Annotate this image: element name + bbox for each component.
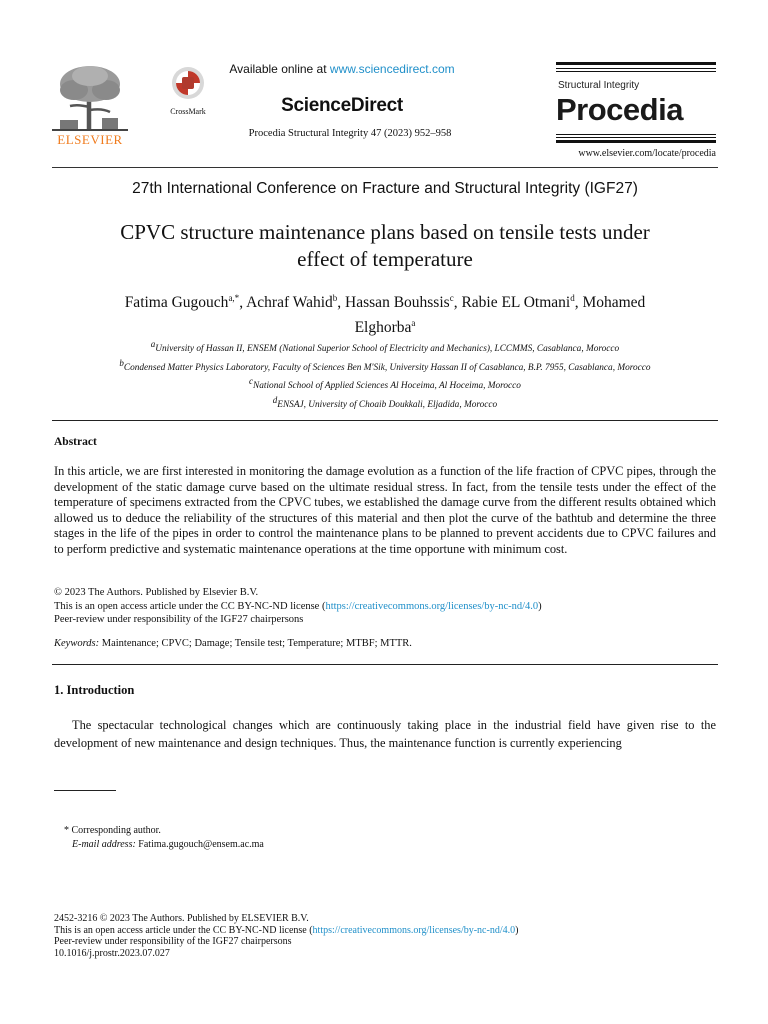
crossmark-icon [171,66,205,100]
affiliation-text: Condensed Matter Physics Laboratory, Faculty of Sciences Ben M'Sik, University Hassan II of Casablanca, B.P. 7955, Casablanca, Morocco [123,362,651,373]
affiliation-list [52,338,718,412]
author-name: Mohamed [582,294,646,312]
procedia-logo [556,62,716,144]
sciencedirect-wordmark: ScienceDirect [281,95,403,116]
keywords-text: Maintenance; CPVC; Damage; Tensile test; Temperature; MTBF; MTTR. [99,638,412,649]
sciencedirect-link[interactable]: www.sciencedirect.com [329,62,455,76]
footer-license-line [54,925,716,937]
crossmark-badge[interactable] [160,66,216,116]
email-address[interactable]: Fatima.gugouch@ensem.ac.ma [135,839,264,850]
keywords-label: Keywords: [54,638,100,649]
copyright-line: © 2023 The Authors. Published by Elsevier B.V. [54,587,259,598]
affiliation-text: University of Hassan II, ENSEM (National Superior School of Electricity and Mechanics), LCCMMS, Casablanca, Morocco [155,344,620,355]
author-affil-mark: d [570,293,575,303]
procedia-url[interactable]: www.elsevier.com/locate/procedia [578,148,716,159]
affiliation-mark: a [150,339,156,349]
author-list: Fatima Gugouch$^{a,*}$, Achraf Wahid$^b$, Hassan Bouhssis$^c$, Rabie EL Otmani$^d$, Mohamed Elghorba$^a$ [124,293,646,337]
license-prefix: This is an open access article under the CC BY-NC-ND license ( [54,600,326,612]
footnote [64,824,564,852]
doi-line[interactable]: 10.1016/j.prostr.2023.07.027 [54,947,170,959]
license-line [54,600,716,614]
email-label: E-mail address: [72,839,136,850]
footer-peer-review-line: Peer-review under responsibility of the IGF27 chairpersons [54,936,292,948]
crossmark-label: CrossMark [170,107,206,116]
affiliation-mark: b [119,357,124,368]
footer-license-link[interactable]: https://creativecommons.org/licenses/by-nc-nd/4.0 [312,924,516,936]
issn-line: 2452-3216 © 2023 The Authors. Published by ELSEVIER B.V. [54,913,309,924]
author-affil-mark: b [332,293,338,303]
affiliation-item [52,338,718,357]
affiliation-mark: c [249,376,254,387]
section-heading-introduction: 1. Introduction [54,683,135,697]
abstract-text: In this article, we are first interested in monitoring the damage evolution as a function of the life fraction of CPVC pipes, through the development of the static damage curve based on the ultimate residual stress. In fact, from the tensile tests under the effect of the temperature of specimens extracted from the CPVC tubes, we established the damage curve from the different results obtained which allowed us to deduce the reliability of the structures of this material and then plot the curve of the bathtub and determine the three stages in the life of the pipes in order to control the maintenance plans to be planned to prevent accidents due to CPVC failures and to perform predictive and systematic maintenance operations at the time opportune with minimum cost. [54,464,716,556]
affiliation-item [52,375,718,394]
procedia-subtitle: Structural Integrity [558,80,640,91]
author-affil-mark: a,* [228,293,240,303]
header-divider [52,167,718,168]
author-name: Hassan Bouhssis [345,294,450,312]
author-name: Rabie EL Otmani [461,294,571,312]
footer-license-suffix: ) [515,924,519,936]
license-link[interactable]: https://creativecommons.org/licenses/by-nc-nd/4.0 [325,600,539,612]
journal-citation: Procedia Structural Integrity 47 (2023) 952–958 [248,128,452,139]
paper-title-line2: effect of temperature [297,247,473,271]
footer-license-prefix: This is an open access article under the CC BY-NC-ND license ( [54,924,313,936]
abstract-top-divider [52,420,718,421]
procedia-title: Procedia [556,92,683,127]
license-suffix: ) [538,600,542,612]
keywords-line [54,638,716,649]
affiliation-item [52,357,718,376]
available-online-line [222,62,462,76]
page-footer [54,913,716,959]
email-line [64,838,564,852]
affiliation-text: ENSAJ, University of Choaib Doukkali, Eljadida, Morocco [277,399,498,410]
author-affil-mark: c [449,293,454,303]
author-name: Achraf Wahid [246,294,333,312]
conference-name: 27th International Conference on Fracture and Structural Integrity (IGF27) [132,180,638,197]
corresponding-author-note: * Corresponding author. [64,825,161,836]
author-affil-mark: a [411,318,416,329]
copyright-block [54,586,716,627]
abstract-bottom-divider [52,664,718,665]
author-name: Elghorba [354,319,412,337]
abstract-heading: Abstract [54,436,97,448]
paper-title-line1: CPVC structure maintenance plans based on tensile tests under [120,220,650,244]
available-prefix: Available online at [229,62,330,76]
affiliation-text: National School of Applied Sciences Al Hoceima, Al Hoceima, Morocco [253,381,521,392]
author-name: Fatima Gugouch [124,294,229,312]
introduction-text: The spectacular technological changes which are continuously taking place in the industrial field have given rise to the development of new maintenance and design techniques. Thus, the maintenance function is currently experiencing [54,718,716,750]
publisher-wordmark: ELSEVIER [57,132,123,147]
affiliation-mark: d [272,394,278,405]
paper-title [52,219,718,273]
footnote-divider [54,790,116,791]
peer-review-line: Peer-review under responsibility of the IGF27 chairpersons [54,614,304,625]
affiliation-item [52,394,718,413]
